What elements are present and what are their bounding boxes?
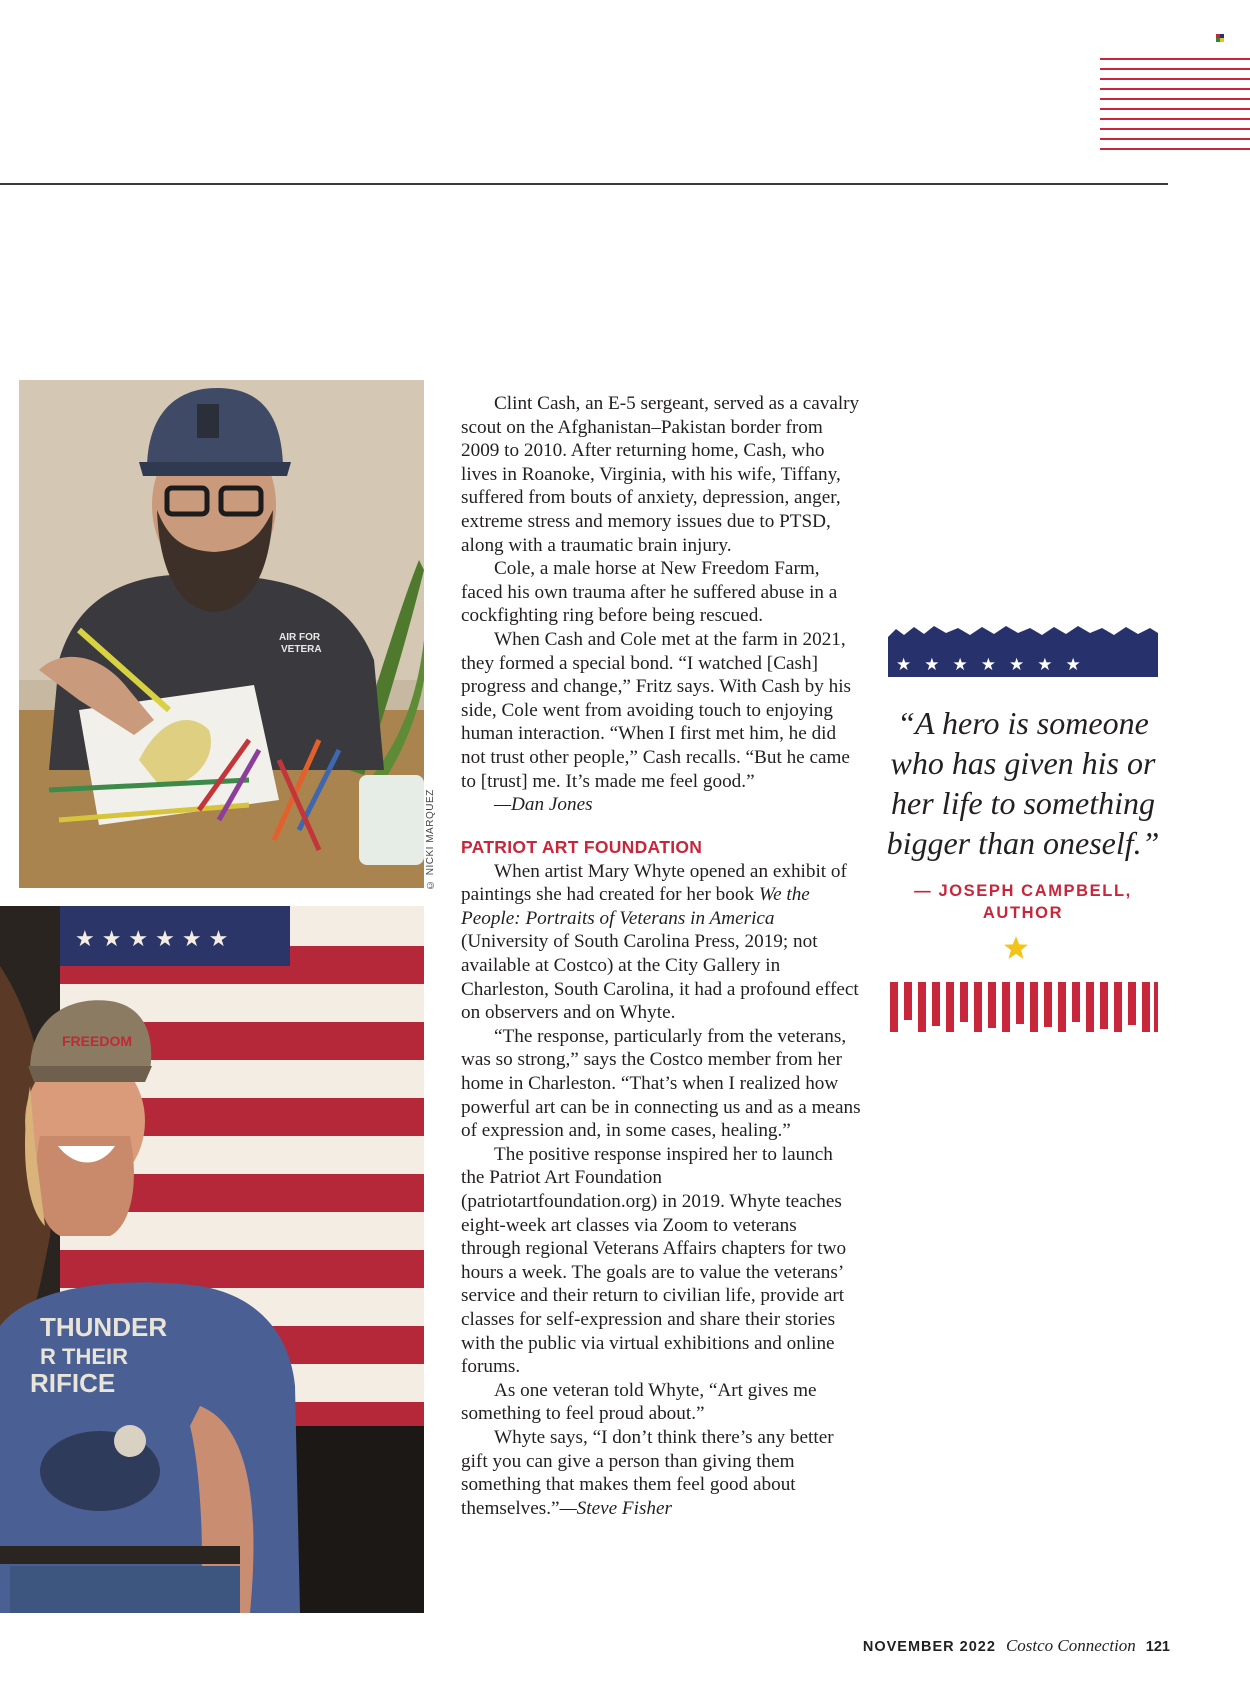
whyte-text-1: When artist Mary Whyte opened an exhibit of paintings she had created for her book [461,860,847,906]
stars-banner-ornament [888,625,1158,677]
photo-credit: © NICKI MARQUEZ [425,789,436,890]
photo-woman-flag [0,906,424,1613]
final-quote: Whyte says, “I don’t think there’s any better gift you can give a person than giving them something that makes them feel good about themselves.” [461,1426,834,1519]
svg-text:VETERA: VETERA [281,644,322,655]
article-paragraph: As one veteran told Whyte, “Art gives me something to feel proud about.” [461,1379,817,1425]
photo-veteran-drawing [19,380,424,888]
pull-quote-attribution: — JOSEPH CAMPBELL, AUTHOR [914,882,1132,922]
article-paragraph: Clint Cash, an E-5 sergeant, served as a cavalry scout on the Afghanistan–Pakistan border from 2009 to 2010. After returning home, Cash, who lives in Roanoke, Virginia, with his wife, Tiffany, suffered from bouts of anxiety, depression, anger, extreme stress and memory issues due to PTSD, along with a traumatic brain injury. [461,393,860,556]
star-icon [1003,935,1029,961]
byline-steve-fisher: —Steve Fisher [559,1497,673,1519]
book-title: We the People: Portraits of Veterans in America [461,884,810,929]
svg-text:★ ★ ★ ★ ★ ★: ★ ★ ★ ★ ★ ★ [75,927,229,952]
svg-text:RIFICE: RIFICE [30,1368,116,1398]
header-rule [0,183,1168,185]
svg-text:THUNDER: THUNDER [40,1312,168,1342]
article-paragraph: The positive response inspired her to launch the Patriot Art Foundation (patriotartfoundation.org) in 2019. Whyte teaches eight-week art classes via Zoom to veterans through regional Veterans Affairs chapters for two hours a week. The goals are to value the veterans’ service and their return to civilian life, provide art classes for self-expression and share their stories with the public via virtual exhibitions and online forums. [461,1143,847,1378]
page-folio [780,1636,1170,1656]
byline-dan-jones: —Dan Jones [494,794,593,816]
svg-text:AIR FOR: AIR FOR [279,632,321,643]
red-stripes-ornament [1100,58,1250,152]
page-number: 121 [1145,1639,1170,1655]
article-paragraph: When Cash and Cole met at the farm in 2021, they formed a special bond. “I watched [Cash] progress and change,” Fritz says. With Cash by his side, Cole went from avoiding touch to enjoying human interaction. “When I first met him, he did not trust other people,” Cash recalls. “But he came to [trust] me. It’s made me feel good.” [461,628,852,792]
article-paragraph [461,860,861,1025]
article-paragraph: “The response, particularly from the veterans, was so strong,” says the Costco member from her home in Charleston. “That’s when I realized how powerful art can be in connecting us and as a means of expression and, in some cases, healing.” [461,1025,861,1142]
issue-date: NOVEMBER 2022 [862,1639,996,1655]
red-stripes-banner-ornament [890,982,1158,1032]
pull-quote: “A hero is someone who has given his or her life to something bigger than oneself.” [886,705,1160,861]
magazine-name: Costco Connection [1005,1636,1136,1655]
svg-text:FREEDOM: FREEDOM [62,1033,132,1049]
article-paragraph: Cole, a male horse at New Freedom Farm, faced his own trauma after he suffered abuse in a cockfighting ring before being rescued. [461,558,838,627]
svg-text:R THEIR: R THEIR [40,1344,128,1369]
svg-text:★★★★★★★: ★★★★★★★ [896,655,1094,675]
article-body [461,392,861,1520]
section-subhead: PATRIOT ART FOUNDATION [461,836,703,857]
article-paragraph [461,1426,861,1520]
corner-color-mark [1216,34,1224,42]
whyte-text-2: (University of South Carolina Press, 2019; not available at Costco) at the City Gallery in Charleston, South Carolina, it had a profound effect on observers and on Whyte. [461,931,859,1024]
